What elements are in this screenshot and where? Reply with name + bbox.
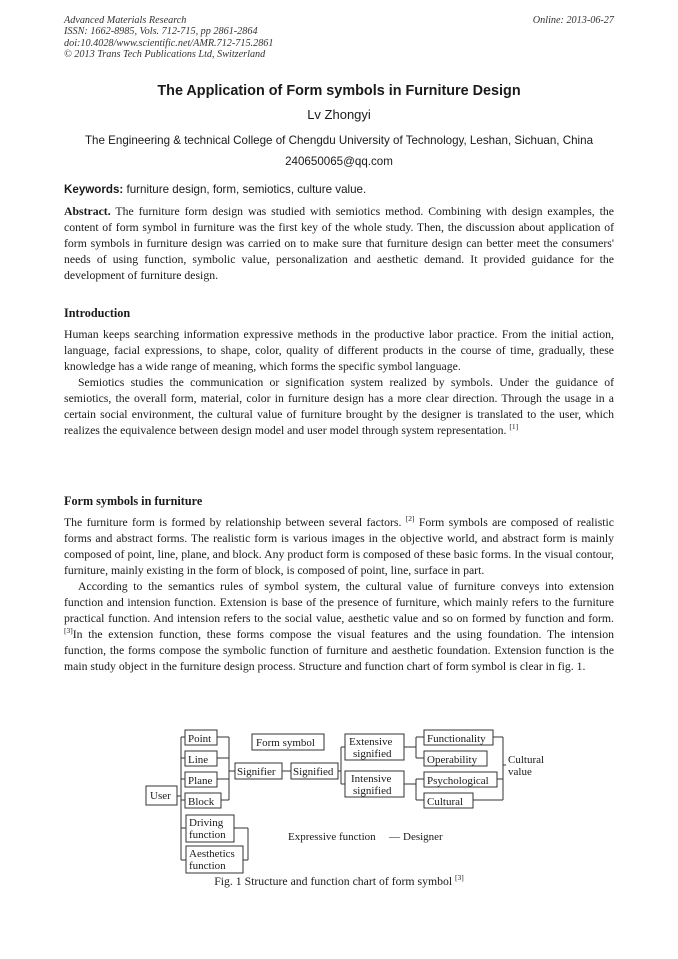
citation-1: [1]: [509, 422, 519, 432]
label-expressive-function: Expressive function: [288, 831, 376, 843]
label-line: Line: [188, 754, 209, 766]
form-symbols-p2b: In the extension function, these forms compose the visual features and the using foundation. The intension function, the forms compose the symbolic function of furniture and aesthetic foundation. Extension function is the main study object in the furniture design process. Structure and function chart of form symbol is clear in fig. 1.: [64, 628, 614, 673]
issn: ISSN: 1662-8985, Vols. 712-715, pp 2861-2864: [64, 26, 258, 38]
introduction-p1: Human keeps searching information expressive methods in the productive labor practice. From the initial action, language, facial expressions, to shape, color, quality of different products in the course of time, gradually, these knowledge has a wide range of meaning, which forms the specific symbol language.: [64, 328, 614, 373]
label-operability: Operability: [427, 754, 478, 766]
citation-3: [3]: [64, 626, 73, 636]
author: Lv Zhongyi: [307, 107, 371, 122]
label-driving-function: function: [189, 829, 226, 841]
label-aesthetics-function: function: [189, 860, 226, 872]
form-symbols-p2a: According to the semantics rules of symbol system, the cultural value of furniture conveys into extension function and intension function. Extension is base of the presence of furniture, which mainly refers to the furniture practical function. And intension refers to the social value, aesthetic value and so on formed by function and form.: [64, 580, 614, 625]
figure-caption: [0, 875, 678, 888]
label-extensive: Extensive: [349, 736, 393, 748]
label-functionality: Functionality: [427, 733, 486, 745]
figure-citation: [3]: [455, 873, 464, 883]
copyright: © 2013 Trans Tech Publications Ltd, Switzerland: [64, 49, 266, 61]
paper-title: The Application of Form symbols in Furniture Design: [157, 83, 521, 99]
introduction-heading: Introduction: [64, 306, 131, 320]
label-cultural-value-2: value: [508, 766, 532, 778]
label-point: Point: [188, 733, 212, 745]
label-driving: Driving: [189, 817, 224, 829]
label-form-symbol: Form symbol: [256, 737, 315, 749]
abstract-label: Abstract.: [64, 205, 111, 218]
email: 240650065@qq.com: [285, 155, 393, 168]
form-symbols-p1a: The furniture form is formed by relationship between several factors.: [64, 516, 402, 529]
label-signifier: Signifier: [237, 766, 276, 778]
label-cultural: Cultural: [427, 796, 464, 808]
label-intensive: Intensive: [351, 773, 392, 785]
affiliation: The Engineering & technical College of Chengdu University of Technology, Leshan, Sichuan, China: [84, 134, 594, 147]
label-block: Block: [188, 796, 215, 808]
label-user: User: [150, 790, 171, 802]
label-psychological: Psychological: [427, 775, 489, 787]
label-designer: Designer: [403, 831, 443, 843]
journal-name: Advanced Materials Research: [64, 15, 187, 26]
abstract-text: The furniture form design was studied with semiotics method. Combining with design examples, the content of form symbol in furniture was the first key of the whole study. Then, the discussion about application of form symbols in furniture design was carried on to make sure that furniture design can better meet the consumers' needs of using function, symbolic value, personalization and aesthetic demand. It provided guidance for the development of furniture design.: [64, 205, 614, 282]
doi: doi:10.4028/www.scientific.net/AMR.712-715.2861: [64, 37, 274, 49]
online-date: Online: 2013-06-27: [532, 15, 614, 26]
label-plane: Plane: [188, 775, 213, 787]
label-extensive-signified: signified: [353, 748, 392, 760]
keywords-label: Keywords:: [64, 183, 124, 196]
label-dash: —: [389, 831, 400, 843]
keywords-text: furniture design, form, semiotics, culture value.: [126, 183, 367, 196]
form-symbols-p1b: Form symbols are composed of realistic forms and abstract forms. The realistic form is various images in the objective world, and abstract form is mainly composed of point, line, plane, and block. Any product form is composed of these basic forms. In the visual contour, furniture, mainly existing in the form of block, is composed of point, line, surface in part.: [64, 516, 615, 577]
label-cultural-value: Cultural: [508, 754, 545, 766]
label-intensive-signified: signified: [353, 785, 392, 797]
citation-2: [2]: [405, 514, 415, 524]
introduction-p2-text: Semiotics studies the communication or signification system realized by symbols. Under the guidance of semiotics, the overall form, material, color in furniture design has a more clear direction. Through the usage in a certain social environment, the cultural value of furniture brought by the designer is translated to the user, which realizes the equivalence between design model and user model through system representation.: [64, 376, 614, 437]
figure-caption-text: Fig. 1 Structure and function chart of form symbol: [214, 875, 453, 888]
label-signified: Signified: [293, 766, 334, 778]
label-aesthetics: Aesthetics: [189, 848, 235, 860]
form-symbols-heading: Form symbols in furniture: [64, 494, 203, 508]
